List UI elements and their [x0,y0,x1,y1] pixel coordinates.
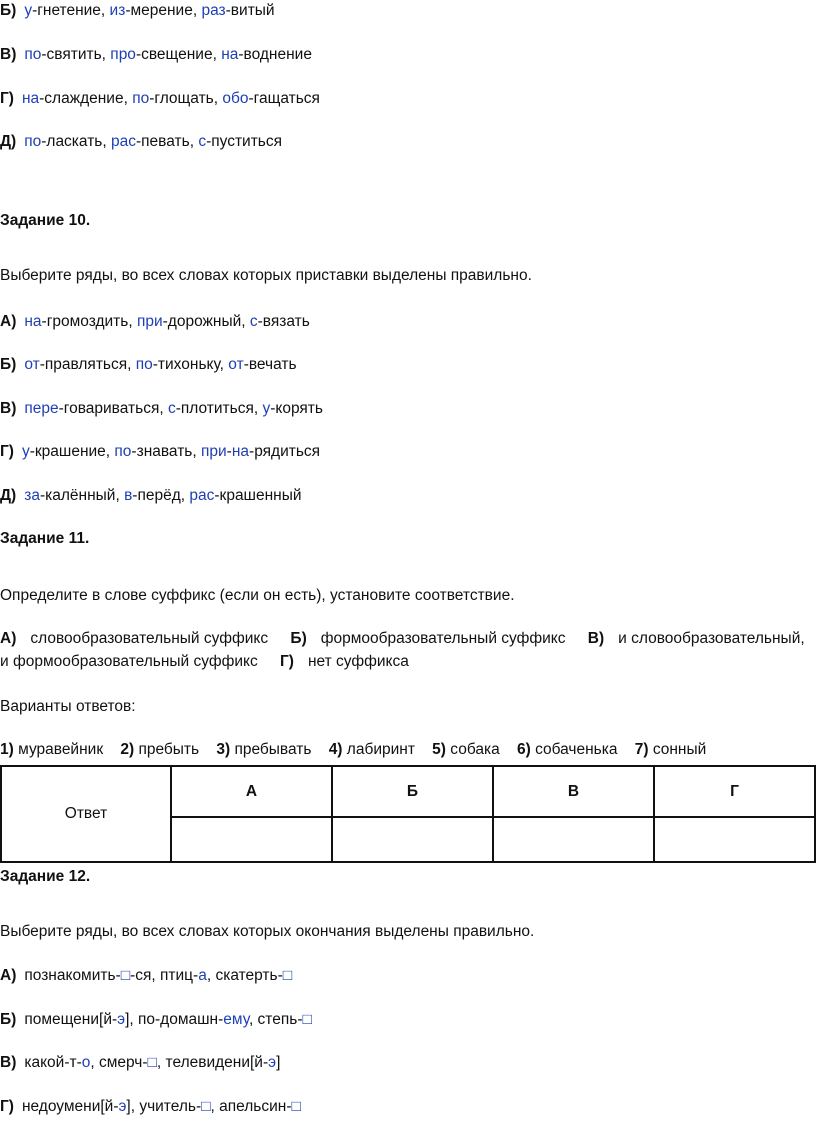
word-rest: -слаждение, [39,90,133,107]
prefix: с [167,400,176,417]
word-rest: -вечать [243,356,297,373]
ending: □ [302,1011,312,1028]
row-label: В) [0,400,17,417]
row-label: В) [0,1054,17,1071]
prefix: на [21,90,40,107]
row-label: Д) [0,487,17,504]
ending: □ [201,1098,211,1115]
prefix: про [110,46,136,63]
prefix: рас [111,133,136,150]
option-text: формообразовательный суффикс [320,630,566,647]
prefix: из [109,2,126,19]
word-rest: -крашение, [29,443,115,460]
text: ], учитель- [126,1098,202,1115]
word-rest: -рядиться [249,443,321,460]
variant-word: собака [450,741,500,758]
variant-word: муравейник [18,741,104,758]
prefix: обо [222,90,249,107]
word-rest: -правляться, [39,356,136,373]
ending: □ [282,967,293,984]
answer-cell-b[interactable] [332,817,493,862]
ending: э [117,1011,126,1028]
task10-row-g [0,442,320,462]
word-rest: -ласкать, [41,133,111,150]
word-rest: -пуститься [206,133,283,150]
answer-table [0,765,816,863]
answer-header-v: В [493,766,654,817]
row-label: Д) [0,133,17,150]
prefix: с [198,133,207,150]
prefix: по [114,443,132,460]
prefix: пере [24,400,59,417]
prefix: у [262,400,271,417]
row-label: Г) [0,443,14,460]
ending: э [118,1098,127,1115]
answer-cell-g[interactable] [654,817,815,862]
word-rest: -корять [270,400,323,417]
word-rest: -крашенный [214,487,302,504]
ending: а [198,967,207,984]
prefix: у [21,443,30,460]
task12-row-b [0,1010,312,1030]
variant-word: сонный [652,741,707,758]
word-rest: -перёд, [132,487,190,504]
prefix: на [24,313,42,330]
answer-header-b: Б [332,766,493,817]
word-rest: -громоздить, [41,313,137,330]
text: ], по-домашн- [125,1011,224,1028]
text: недоумени[й- [21,1098,119,1115]
prefix: по [24,133,42,150]
row-label: Г) [0,1098,14,1115]
ending: □ [147,1054,157,1071]
variant-number: 5) [432,741,446,758]
task11-title: Задание 11. [0,530,90,547]
variant-number: 4) [328,741,343,758]
ending: ему [223,1011,249,1028]
word-rest: - [226,443,232,460]
task12-row-v [0,1053,280,1073]
task11-variants [0,740,706,760]
variant-number: 2) [120,741,135,758]
task10-title: Задание 10. [0,212,91,229]
ending: □ [120,967,131,984]
word-rest: -говариваться, [58,400,168,417]
text: , смерч- [90,1054,148,1071]
prefix: рас [189,487,215,504]
variant-number: 3) [216,741,231,758]
variant-word: пребыть [138,741,200,758]
task10-row-d [0,486,302,506]
option-label: А) [0,630,17,647]
word-rest: -глощать, [149,90,223,107]
text: , апельсин- [210,1098,292,1115]
row-label: Г) [0,90,14,107]
word-rest: -тихоньку, [152,356,229,373]
prefix: на [231,443,250,460]
variant-word: лабиринт [346,741,415,758]
prefix: при [201,443,227,460]
prefix: по [135,356,153,373]
answer-cell-v[interactable] [493,817,654,862]
answer-cell-a[interactable] [171,817,332,862]
variant-number: 6) [516,741,531,758]
word-rest: -гнетение, [32,2,110,19]
prefix: по [24,46,42,63]
text: какой-т- [24,1054,82,1071]
word-rest: -гащаться [248,90,320,107]
variant-word: собаченька [535,741,618,758]
prefix: по [132,90,150,107]
ending: э [268,1054,277,1071]
row-top-g [0,89,320,109]
word-rest: -певать, [136,133,199,150]
option-text: нет суффикса [307,653,409,670]
word-rest: -плотиться, [175,400,263,417]
ending: □ [291,1098,301,1115]
row-label: Б) [0,1011,17,1028]
task12-title: Задание 12. [0,868,91,885]
text: , телевидени[й- [156,1054,269,1071]
text: помещени[ [24,1011,104,1028]
task10-row-b [0,355,297,375]
row-label: В) [0,46,17,63]
task12-row-a [0,966,292,986]
task10-prompt: Выберите ряды, во всех словах которых приставки выделены правильно. [0,267,532,284]
answer-header-a: А [171,766,332,817]
text: й- [103,1011,118,1028]
option-text: словообразовательный суффикс [30,630,269,647]
task11-variants-label: Варианты ответов: [0,698,136,715]
word-rest: -святить, [41,46,111,63]
word-rest: -воднение [238,46,312,63]
row-label: Б) [0,2,17,19]
row-label: Б) [0,356,17,373]
task10-row-v [0,399,323,419]
text: ] [276,1054,281,1071]
prefix: с [249,313,258,330]
prefix: раз [201,2,226,19]
row-label: А) [0,967,17,984]
ending: о [81,1054,91,1071]
prefix: в [124,487,133,504]
word-rest: -калённый, [39,487,125,504]
row-label: А) [0,313,17,330]
task12-prompt: Выберите ряды, во всех словах которых окончания выделены правильно. [0,923,535,940]
prefix: от [228,356,244,373]
word-rest: -вязать [257,313,310,330]
prefix: за [24,487,40,504]
option-label: Г) [280,653,294,670]
variant-number: 1) [0,741,14,758]
prefix: у [24,2,33,19]
task10-row-a [0,312,310,332]
answer-row-label: Ответ [1,766,171,862]
word-rest: -знавать, [131,443,201,460]
prefix: на [221,46,239,63]
task11-options-line2 [0,652,409,672]
task11-prompt: Определите в слове суффикс (если он есть), установите соответствие. [0,587,515,604]
option-label: В) [587,630,605,647]
text: , степь- [248,1011,303,1028]
task12-row-g [0,1097,301,1117]
variant-number: 7) [634,741,649,758]
text: -ся, птиц- [130,967,199,984]
word-rest: -витый [225,2,275,19]
word-rest: -мерение, [125,2,202,19]
answer-header-g: Г [654,766,815,817]
option-label: Б) [290,630,307,647]
task11-options-line1 [0,629,805,649]
variant-word: пребывать [234,741,312,758]
word-rest: -дорожный, [162,313,250,330]
option-text: и формообразовательный суффикс [0,653,258,670]
text: познакомить- [24,967,121,984]
row-top-b [0,1,275,21]
prefix: от [24,356,40,373]
word-rest: -свещение, [135,46,222,63]
prefix: при [136,313,163,330]
row-top-d [0,132,282,152]
row-top-v [0,45,312,65]
option-text: и словообразовательный, [618,630,805,647]
text: , скатерть- [206,967,283,984]
